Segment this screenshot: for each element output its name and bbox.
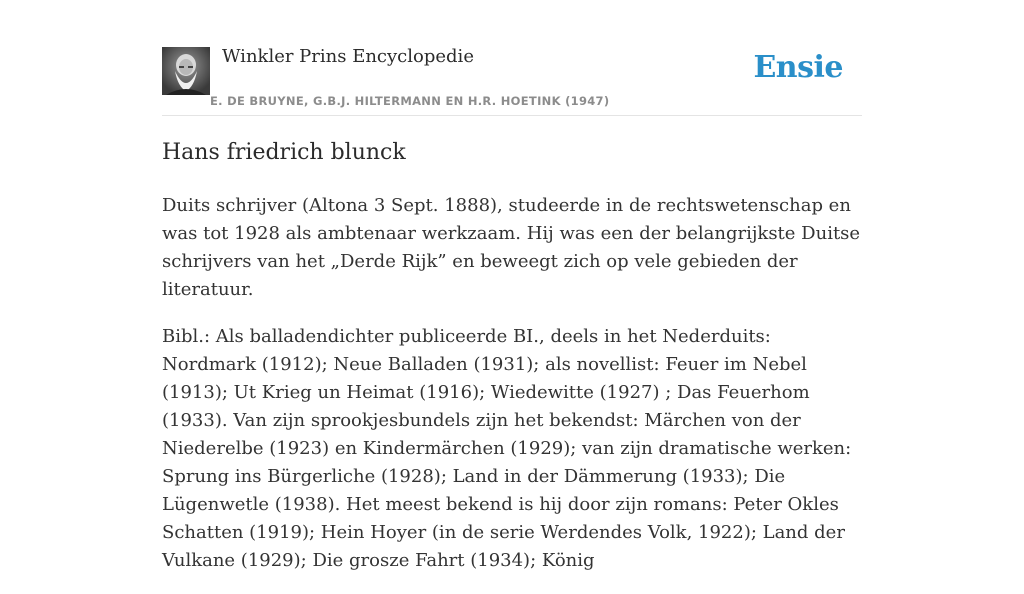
portrait-image [162, 47, 210, 95]
article-title: Hans friedrich blunck [162, 140, 406, 165]
authors-line: E. DE BRUYNE, G.B.J. HILTERMANN EN H.R. HOETINK (1947) [210, 94, 610, 108]
page-header [162, 0, 862, 116]
article-paragraph: Duits schrijver (Altona 3 Sept. 1888), studeerde in de rechtswetenschap en was tot 1928 als ambtenaar werkzaam. Hij was een der belangrijkste Duitse schrijvers van het „Derde Rijk” en beweegt zich op vele gebieden der literatuur. [162, 195, 861, 300]
article-body [162, 192, 862, 594]
ensie-logo[interactable]: Ensie [753, 50, 843, 85]
encyclopedia-title[interactable]: Winkler Prins Encyclopedie [222, 46, 474, 67]
author-avatar[interactable] [162, 47, 210, 95]
article-paragraph: Bibl.: Als balladendichter publiceerde BI., deels in het Nederduits: Nordmark (1912); Neue Balladen (1931); als novellist: Feuer im Nebel (1913); Ut Krieg un Heimat (1916); Wiedewitte (1927) ; Das Feuerhom (1933). Van zijn sprookjesbundels zijn het bekendst: Märchen von der Niederelbe (1923) en Kindermärchen (1929); van zijn dramatische werken: Sprung ins Bürgerliche (1928); Land in der Dämmerung (1933); Die Lügenwetle (1938). Het meest bekend is hij door zijn romans: Peter Okles Schatten (1919); Hein Hoyer (in de serie Werdendes Volk, 1922); Land der Vulkane (1929); Die grosze Fahrt (1934); König [162, 326, 852, 571]
